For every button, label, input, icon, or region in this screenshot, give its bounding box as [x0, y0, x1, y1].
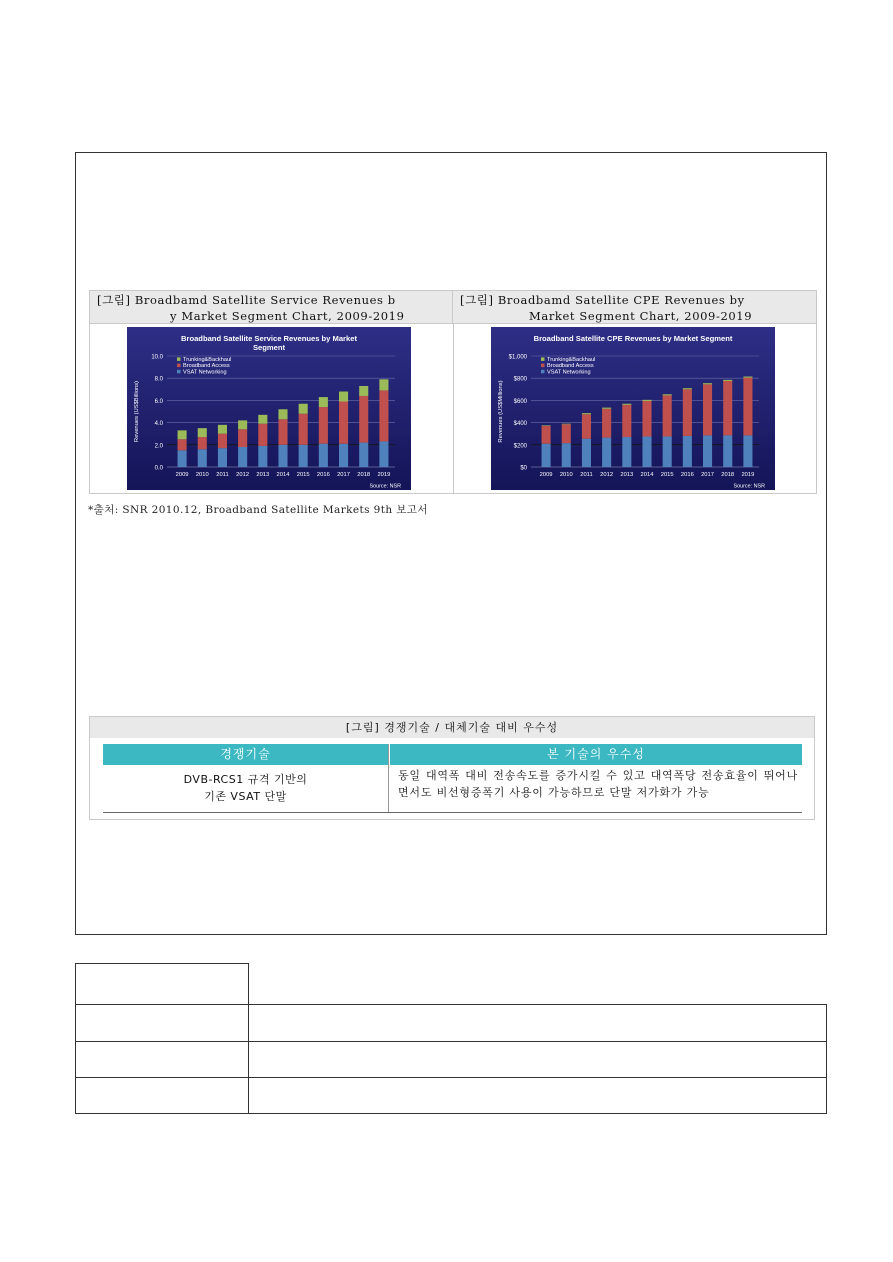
legend-label: VSAT Networking	[547, 369, 591, 376]
bar-segment	[258, 415, 267, 424]
bar-segment	[663, 436, 672, 467]
legend-label: VSAT Networking	[183, 369, 227, 376]
legend-swatch	[541, 364, 545, 368]
x-tick-label: 2014	[640, 472, 654, 478]
figure-caption-right	[453, 291, 816, 324]
bar-segment	[602, 438, 611, 467]
bar-segment	[379, 390, 388, 441]
bar-segment	[198, 449, 207, 467]
bar-segment	[663, 395, 672, 436]
bar-segment	[359, 443, 368, 467]
chart-svg	[491, 327, 775, 490]
bar-segment	[622, 437, 631, 467]
y-tick-label: 10.0	[151, 354, 163, 361]
x-tick-label: 2012	[600, 472, 614, 478]
chart-title-line2: Segment	[252, 343, 286, 352]
bar-segment	[542, 425, 551, 426]
bar-segment	[238, 447, 247, 467]
advantage-cell: 동일 대역폭 대비 전송속도를 증가시킬 수 있고 대역폭당 전송효율이 뛰어나면서도 비선형증폭기 사용이 가능하므로 단말 저가화가 가능	[398, 769, 798, 799]
service-revenues-chart	[127, 327, 411, 490]
x-tick-label: 2010	[195, 472, 209, 478]
y-tick-label: 6.0	[154, 398, 163, 405]
x-tick-label: 2011	[216, 472, 229, 478]
x-tick-label: 2013	[620, 472, 634, 478]
bar-segment	[683, 436, 692, 467]
bar-segment	[218, 434, 227, 448]
caption-left-line1: [그림] Broadbamd Satellite Service Revenues b	[97, 293, 396, 307]
bar-segment	[542, 426, 551, 444]
bar-segment	[703, 435, 712, 467]
bar-segment	[562, 424, 571, 443]
competing-tech-header: 경쟁기술	[103, 744, 388, 765]
bar-segment	[582, 413, 591, 414]
bar-segment	[642, 436, 651, 467]
grid-line	[75, 1004, 827, 1005]
table-bottom-rule	[103, 812, 802, 813]
caption-left-line2: y Market Segment Chart, 2009-2019	[170, 309, 405, 323]
y-axis-label: Revenues (US$Millions)	[498, 380, 504, 443]
bar-segment	[278, 419, 287, 445]
cpe-revenues-chart	[491, 327, 775, 490]
legend-label: Broadband Access	[547, 363, 594, 370]
bar-segment	[319, 444, 328, 467]
x-tick-label: 2009	[539, 472, 553, 478]
y-tick-label: 4.0	[154, 421, 163, 428]
advantage-header: 본 기술의 우수성	[390, 744, 802, 765]
competing-tech-cell	[103, 771, 388, 805]
bar-segment	[582, 414, 591, 438]
y-tick-label: 8.0	[154, 376, 163, 383]
bar-segment	[683, 389, 692, 436]
grid-line	[75, 963, 76, 1114]
bar-segment	[683, 388, 692, 389]
x-tick-label: 2019	[377, 472, 391, 478]
y-tick-label: $0	[520, 465, 527, 472]
bar-segment	[743, 378, 752, 436]
bar-segment	[379, 441, 388, 467]
chart-title: Broadband Satellite CPE Revenues by Market Segment	[533, 334, 733, 343]
x-tick-label: 2014	[276, 472, 290, 478]
chart-title: Broadband Satellite Service Revenues by Market	[181, 334, 357, 343]
legend-swatch	[177, 357, 181, 361]
legend-label: Trunking&Backhaul	[547, 357, 596, 363]
x-tick-label: 2011	[580, 472, 593, 478]
bar-segment	[703, 384, 712, 435]
caption-right-line2: Market Segment Chart, 2009-2019	[529, 309, 753, 323]
bar-segment	[663, 394, 672, 395]
grid-line	[75, 1113, 827, 1114]
bar-segment	[299, 404, 308, 414]
bar-segment	[238, 429, 247, 447]
comparison-title: [그림] 경쟁기술 / 대체기술 대비 우수성	[90, 717, 814, 738]
legend-label: Trunking&Backhaul	[183, 357, 232, 363]
bar-segment	[542, 444, 551, 467]
bar-segment	[258, 446, 267, 467]
caption-right-line1: [그림] Broadbamd Satellite CPE Revenues by	[460, 293, 745, 307]
bar-segment	[218, 448, 227, 467]
bar-segment	[258, 424, 267, 446]
bar-segment	[238, 420, 247, 429]
bar-segment	[359, 396, 368, 443]
competing-tech-line1: DVB-RCS1 규격 기반의	[183, 773, 308, 786]
chart-svg	[127, 327, 411, 490]
bar-segment	[319, 407, 328, 444]
x-tick-label: 2015	[296, 472, 310, 478]
bar-segment	[178, 450, 187, 467]
bar-segment	[339, 444, 348, 467]
bar-segment	[319, 397, 328, 407]
legend-swatch	[177, 370, 181, 374]
bar-segment	[339, 392, 348, 402]
bar-segment	[379, 379, 388, 390]
y-tick-label: 0.0	[154, 465, 163, 472]
figure-divider	[453, 324, 454, 494]
x-tick-label: 2018	[357, 472, 371, 478]
y-tick-label: $400	[513, 421, 527, 428]
bar-segment	[703, 383, 712, 384]
bar-segment	[602, 408, 611, 409]
bar-segment	[218, 425, 227, 434]
bar-segment	[359, 386, 368, 396]
bar-segment	[582, 439, 591, 467]
x-tick-label: 2016	[316, 472, 330, 478]
bar-segment	[622, 404, 631, 405]
bar-segment	[178, 439, 187, 450]
grid-line	[75, 963, 249, 964]
empty-form-table	[75, 963, 827, 1113]
x-tick-label: 2017	[337, 472, 350, 478]
y-tick-label: $800	[513, 376, 527, 383]
figure-caption-left	[90, 291, 453, 324]
source-note: *출처: SNR 2010.12, Broadband Satellite Markets 9th 보고서	[88, 504, 428, 516]
bar-segment	[198, 437, 207, 449]
bar-segment	[622, 405, 631, 437]
bar-segment	[278, 409, 287, 419]
y-tick-label: $200	[513, 443, 527, 450]
y-tick-label: 2.0	[154, 443, 163, 450]
source-label: Source: NSR	[369, 483, 401, 490]
x-tick-label: 2018	[721, 472, 735, 478]
bar-segment	[562, 443, 571, 467]
bar-segment	[339, 402, 348, 444]
chart-background	[491, 327, 775, 490]
bar-segment	[642, 400, 651, 401]
x-tick-label: 2010	[559, 472, 573, 478]
legend-label: Broadband Access	[183, 363, 230, 370]
x-tick-label: 2019	[741, 472, 755, 478]
comparison-table	[89, 716, 815, 820]
bar-segment	[178, 430, 187, 439]
bar-segment	[602, 409, 611, 438]
x-tick-label: 2013	[256, 472, 270, 478]
x-tick-label: 2017	[701, 472, 714, 478]
bar-segment	[723, 380, 732, 381]
legend-swatch	[541, 357, 545, 361]
bar-segment	[299, 414, 308, 445]
y-tick-label: $600	[513, 398, 527, 405]
bar-segment	[198, 428, 207, 437]
column-divider	[388, 744, 389, 812]
bar-segment	[299, 445, 308, 467]
bar-segment	[723, 435, 732, 467]
legend-swatch	[541, 370, 545, 374]
source-label: Source: NSR	[733, 483, 765, 490]
bar-segment	[743, 377, 752, 378]
grid-line	[75, 1041, 827, 1042]
y-axis-label: Revenues (US$Billions)	[134, 380, 140, 443]
x-tick-label: 2012	[236, 472, 250, 478]
grid-line	[826, 1004, 827, 1114]
x-tick-label: 2009	[175, 472, 189, 478]
competing-tech-line2: 기존 VSAT 단말	[204, 790, 287, 803]
grid-line	[248, 963, 249, 1114]
legend-swatch	[177, 364, 181, 368]
bar-segment	[743, 435, 752, 467]
bar-segment	[723, 381, 732, 435]
x-tick-label: 2015	[660, 472, 674, 478]
x-tick-label: 2016	[680, 472, 694, 478]
bar-segment	[562, 424, 571, 425]
bar-segment	[278, 445, 287, 467]
y-tick-label: $1,000	[508, 354, 527, 361]
bar-segment	[642, 401, 651, 437]
grid-line	[75, 1077, 827, 1078]
